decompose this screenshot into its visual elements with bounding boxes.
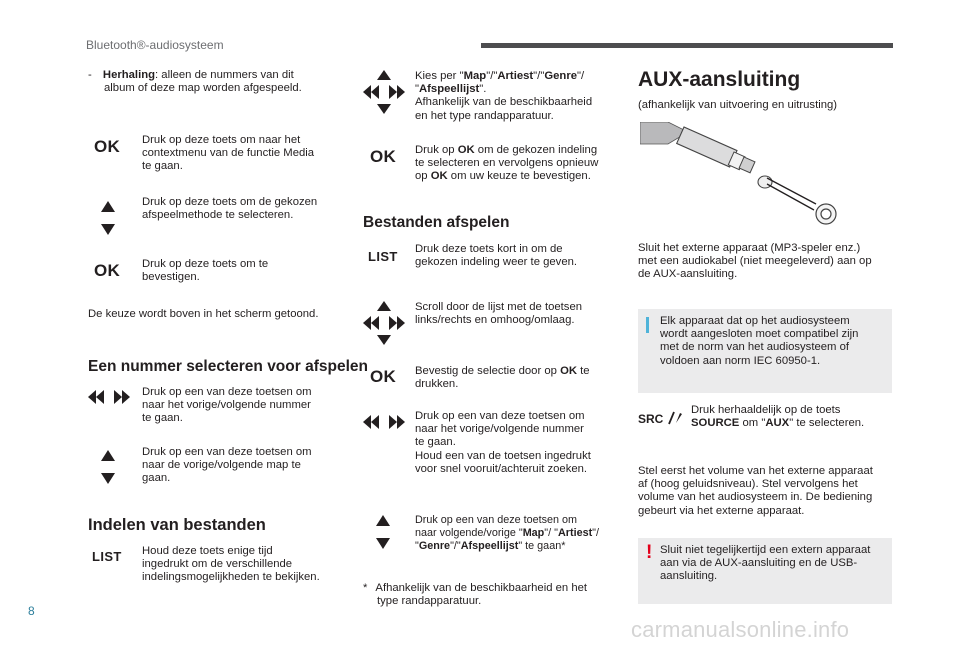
section-title-select-track: Een nummer selecteren voor afspelen — [88, 358, 368, 375]
direction-pad-icon-scroll — [363, 301, 405, 345]
ud-folder-text: Druk op een van deze toetsen om naar de vorige/volgende map te gaan. — [142, 446, 312, 485]
aux-jack-plug-icon — [640, 122, 840, 228]
ok-confirm-text: Druk op deze toets om te bevestigen. — [142, 258, 269, 284]
ok-confirm-selection-text: Bevestig de selectie door op OK te drukken. — [415, 365, 590, 391]
ud-category-text: Druk op een van deze toetsen om naar volgende/vorige "Map"/ "Artiest"/ "Genre"/"Afspeellijst" te gaan* — [415, 514, 600, 553]
lr-track-text: Druk op een van deze toetsen om naar het vorige/volgende nummer te gaan. — [142, 386, 312, 425]
ok-confirm-selection-icon: OK — [370, 367, 397, 386]
info-note-box — [638, 309, 892, 393]
info-note-text: Elk apparaat dat op het audiosysteem wordt aangesloten moet compatibel zijn met de norm van het audiosysteem of voldoen aan norm IEC 60950-1. — [660, 315, 859, 367]
direction-pad-icon — [363, 70, 405, 114]
volume-text: Stel eerst het volume van het externe apparaat af (hoog geluidsniveau). Stel vervolgens het volume van het audiosysteem in. De bediening gebeurt via het externe apparaat. — [638, 465, 873, 517]
header-bar — [481, 43, 893, 48]
ok-select-text: Druk op OK om de gekozen indeling te selecteren en vervolgens opnieuw op OK om uw keuze te bevestigen. — [415, 144, 599, 183]
src-text: Druk herhaaldelijk op de toets SOURCE om "AUX" te selecteren. — [691, 404, 865, 430]
left-right-arrows-icon — [88, 390, 130, 404]
aux-title: AUX-aansluiting — [638, 68, 801, 91]
left-right-arrows-icon-seek — [363, 415, 405, 429]
up-down-arrows-icon-folder — [101, 450, 115, 484]
arrows-playmode-text: Druk op deze toets om de gekozen afspeelmethode te selecteren. — [142, 196, 318, 222]
warning-note-box — [638, 538, 892, 604]
display-note: De keuze wordt boven in het scherm getoond. — [88, 308, 319, 320]
lr-seek-text: Druk op een van deze toetsen om naar het vorige/volgende nummer te gaan. Houd een van de toetsen ingedrukt voor snel vooruit/achteruit zoeken. — [415, 410, 591, 475]
page-number: 8 — [28, 604, 35, 618]
src-button-icon: SRC — [638, 411, 683, 426]
warning-icon: ! — [646, 542, 653, 563]
list-short-text: Druk deze toets kort in om de gekozen indeling weer te geven. — [415, 243, 578, 269]
section-title-play-files: Bestanden afspelen — [363, 214, 510, 231]
info-note-bar — [646, 317, 649, 333]
watermark: carmanualsonline.info — [631, 617, 850, 642]
bullet-herhaling: - Herhaling: alleen de nummers van dit album of deze map worden afgespeeld. — [88, 69, 302, 95]
ok-confirm-icon: OK — [94, 261, 121, 280]
warning-note-text: Sluit niet tegelijkertijd een extern apparaat aan via de AUX-aansluiting en de USB- aansluiting. — [660, 544, 871, 583]
ok-select-icon: OK — [370, 147, 397, 166]
page-header-title: Bluetooth®-audiosysteem — [86, 38, 224, 52]
up-down-arrows-icon — [101, 201, 115, 235]
aux-subtitle: (afhankelijk van uitvoering en uitrusting) — [638, 99, 838, 111]
list-button-icon: LIST — [92, 549, 122, 564]
list-short-icon: LIST — [368, 249, 398, 264]
footnote: * Afhankelijk van de beschikbaarheid en het type randapparatuur. — [363, 582, 588, 608]
ok-context-text: Druk op deze toets om naar het contextmenu van de functie Media te gaan. — [142, 134, 315, 173]
up-down-arrows-icon-category — [376, 515, 390, 549]
section-title-organize-files: Indelen van bestanden — [88, 516, 266, 534]
cross-choose-text: Kies per "Map"/"Artiest"/"Genre"/ "Afspeellijst". Afhankelijk van de beschikbaarheid en het type randapparatuur. — [415, 70, 593, 122]
list-hold-text: Houd deze toets enige tijd ingedrukt om de verschillende indelingsmogelijkheden te bekijken. — [142, 545, 320, 584]
phone-slash-icon — [667, 411, 683, 425]
cross-scroll-text: Scroll door de lijst met de toetsen links/rechts en omhoog/omlaag. — [415, 301, 583, 327]
ok-button-icon: OK — [94, 137, 121, 156]
aux-connect-text: Sluit het externe apparaat (MP3-speler enz.) met een audiokabel (niet meegeleverd) aan op de AUX-aansluiting. — [638, 242, 872, 281]
